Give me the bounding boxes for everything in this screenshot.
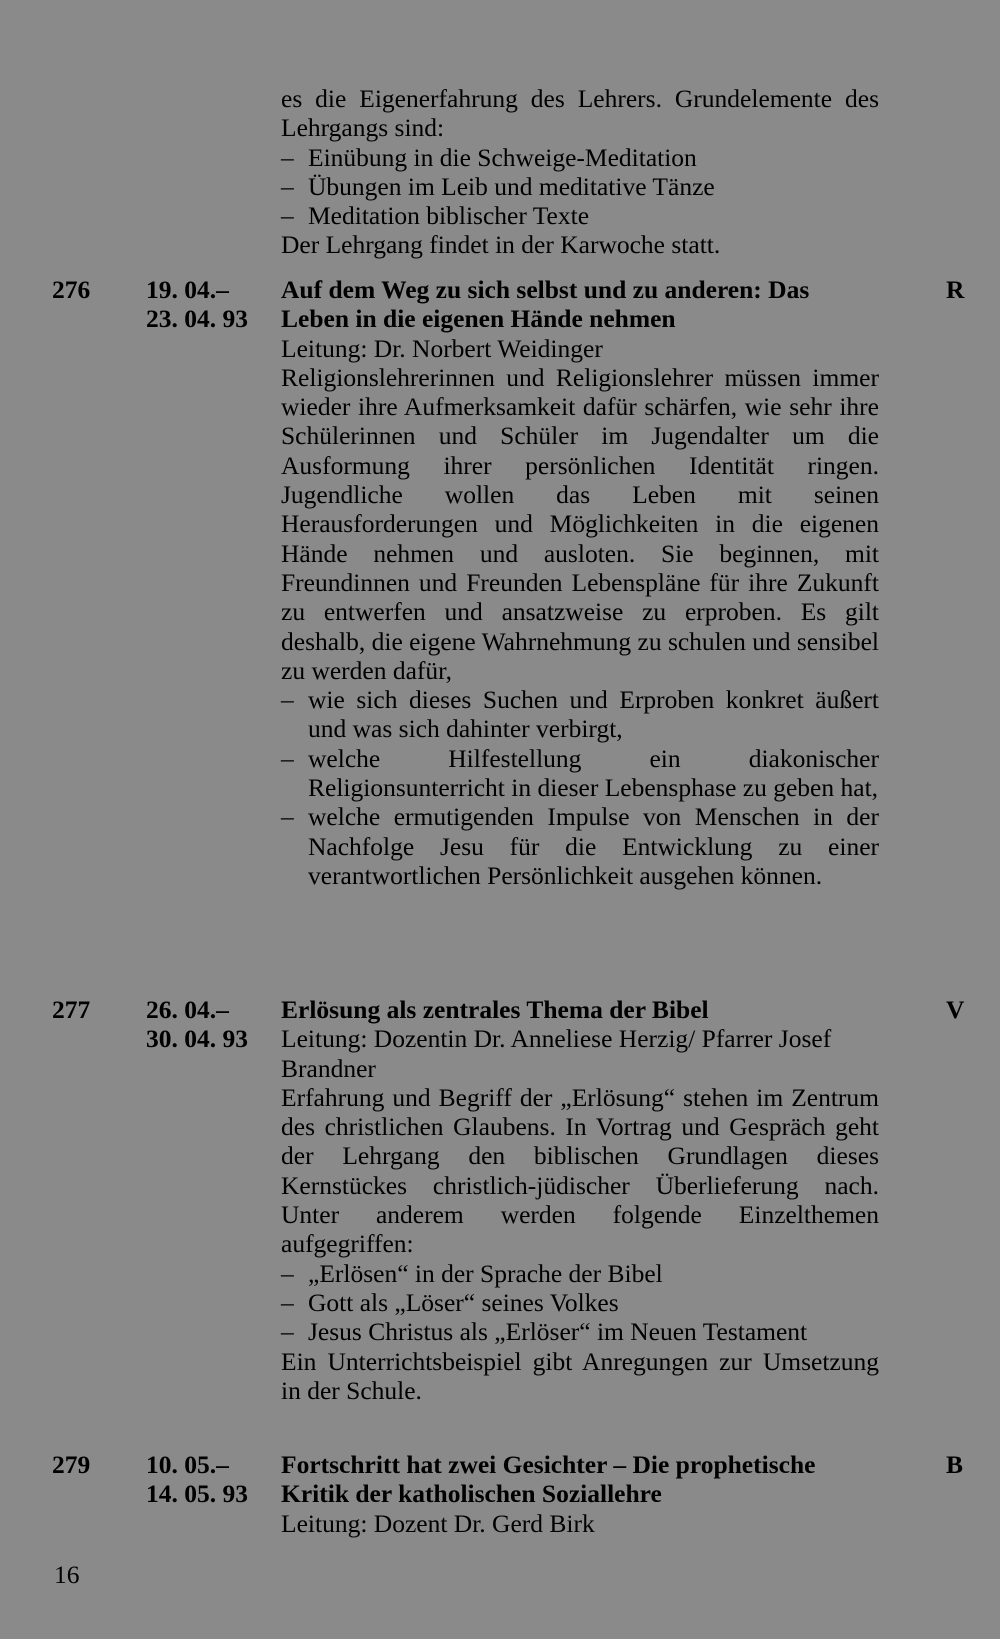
course-leitung: Leitung: Dozent Dr. Gerd Birk	[281, 1508, 595, 1538]
intro-closing: Der Lehrgang findet in der Karwoche statt.	[281, 230, 721, 260]
course-dates	[146, 275, 248, 334]
list-item: – wie sich dieses Suchen und Erproben konkret äußert und was sich dahinter verbirgt,	[281, 685, 879, 744]
course-list	[281, 685, 879, 890]
course-body	[281, 1450, 879, 1538]
course-date-end: 23. 04. 93	[146, 304, 248, 334]
course-body	[281, 275, 879, 890]
course-list	[281, 1259, 879, 1347]
course-dates	[146, 1450, 248, 1509]
course-code: V	[946, 995, 965, 1024]
list-item: – Meditation biblischer Texte	[281, 201, 879, 230]
course-number: 279	[52, 1450, 91, 1479]
list-item: – welche ermutigenden Impulse von Menschen in der Nachfolge Jesu für die Entwicklung zu einer verantwortlichen Persönlichkeit ausgehen können.	[281, 802, 879, 890]
list-item: – Gott als „Löser“ seines Volkes	[281, 1288, 879, 1317]
course-closing: Ein Unterrichtsbeispiel gibt Anregungen zur Umsetzung in der Schule.	[281, 1346, 879, 1405]
course-number: 277	[52, 995, 91, 1024]
course-number: 276	[52, 275, 91, 304]
course-leitung: Leitung: Dozentin Dr. Anneliese Herzig/ Pfarrer Josef Brandner	[281, 1024, 832, 1083]
course-leitung: Leitung: Dr. Norbert Weidinger	[281, 333, 603, 363]
course-title: Auf dem Weg zu sich selbst und zu anderen: Das Leben in die eigenen Hände nehmen	[281, 275, 810, 334]
intro-block	[281, 84, 879, 260]
course-date-start: 10. 05.–	[146, 1450, 229, 1479]
intro-list	[281, 143, 879, 231]
list-item: – Übungen im Leib und meditative Tänze	[281, 172, 879, 201]
list-item: – welche Hilfestellung ein diakonischer Religionsunterricht in dieser Lebensphase zu geben hat,	[281, 744, 879, 803]
course-description: Religionslehrerinnen und Religionslehrer müssen immer wieder ihre Aufmerksamkeit dafür schärfen, wie sehr ihre Schülerinnen und Schüler im Jugendalter um die Ausformung ihrer persönlichen Identität ringen. Jugendliche wollen das Leben mit seinen Herausforderungen und Möglichkeiten in die eigenen Hände nehmen und ausloten. Sie beginnen, mit Freundinnen und Freunden Lebenspläne für ihre Zukunft zu entwerfen und ansatzweise zu erproben. Es gilt deshalb, die eigene Wahrnehmung zu schulen und sensibel zu werden dafür,	[281, 362, 879, 685]
list-item: – „Erlösen“ in der Sprache der Bibel	[281, 1259, 879, 1288]
course-code: R	[946, 275, 965, 304]
course-date-end: 30. 04. 93	[146, 1024, 248, 1054]
course-dates	[146, 995, 248, 1054]
course-title: Erlösung als zentrales Thema der Bibel	[281, 995, 709, 1024]
course-date-start: 26. 04.–	[146, 995, 229, 1024]
course-code: B	[946, 1450, 964, 1479]
course-date-end: 14. 05. 93	[146, 1479, 248, 1509]
list-item: – Einübung in die Schweige-Meditation	[281, 143, 879, 172]
intro-text: es die Eigenerfahrung des Lehrers. Grundelemente des Lehrgangs sind:	[281, 84, 879, 143]
course-description: Erfahrung und Begriff der „Erlösung“ stehen im Zentrum des christlichen Glaubens. In Vortrag und Gespräch geht der Lehrgang den biblischen Grundlagen dieses Kernstückes christlich-jüdischer Überlieferung nach. Unter anderem werden folgende Einzelthemen aufgegriffen:	[281, 1082, 879, 1259]
course-date-start: 19. 04.–	[146, 275, 229, 304]
page-number: 16	[54, 1560, 80, 1589]
list-item: – Jesus Christus als „Erlöser“ im Neuen Testament	[281, 1317, 879, 1346]
course-title: Fortschritt hat zwei Gesichter – Die prophetische Kritik der katholischen Soziallehre	[281, 1450, 816, 1509]
course-body	[281, 995, 879, 1405]
